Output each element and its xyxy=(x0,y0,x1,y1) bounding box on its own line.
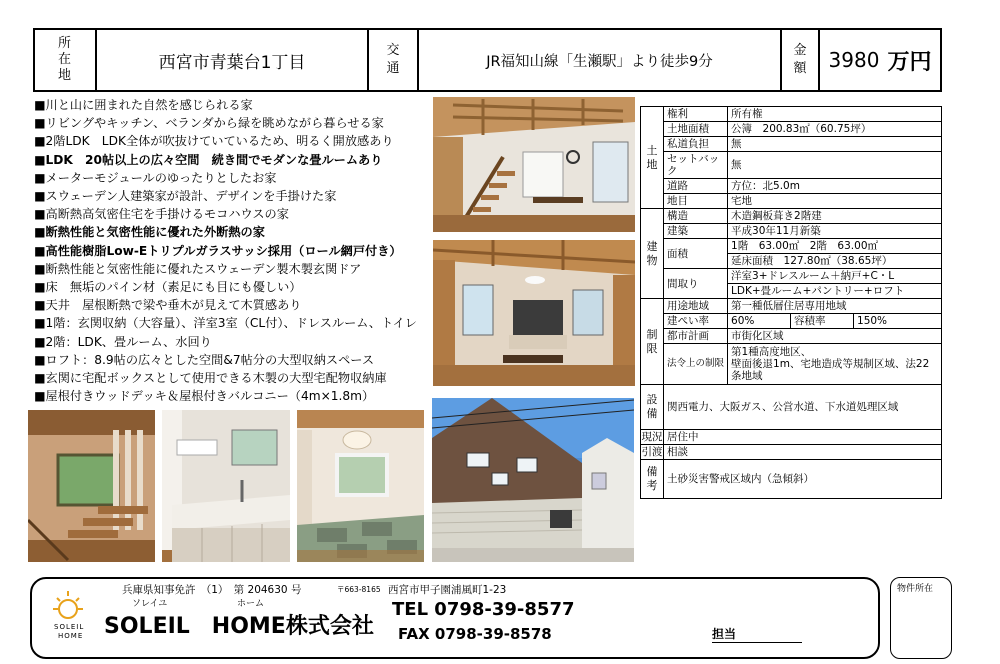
built-label: 建築 xyxy=(664,224,728,239)
road-label: 道路 xyxy=(664,179,728,194)
feature-item: ■天井 屋根断熱で梁や垂木が見えて木質感あり xyxy=(34,298,302,313)
feature-item: ■高性能樹脂Low-Eトリプルガラスサッシ採用（ロール網戸付き） xyxy=(34,243,402,258)
layout-label: 間取り xyxy=(664,269,728,299)
feature-item: ■断熱性能と気密性能に優れたスウェーデン製木製玄関ドア xyxy=(34,261,362,276)
facility-group: 設備 xyxy=(646,393,658,420)
company-logo xyxy=(38,585,98,647)
company-address: 西宮市甲子園浦風町1-23 xyxy=(388,584,507,596)
table-row xyxy=(641,137,942,152)
table-row xyxy=(641,269,942,284)
table-row xyxy=(641,385,942,430)
transport-value-cell xyxy=(417,28,782,92)
feature-item: ■玄関に宅配ボックスとして使用できる木製の大型宅配物収納庫 xyxy=(34,371,387,386)
feature-item: ■1階：玄関収納（大容量）、洋室3室（CL付）、ドレスルーム、トイレ xyxy=(34,316,417,331)
table-row xyxy=(641,239,942,254)
location-value-cell xyxy=(95,28,369,92)
staff-label: 担当 xyxy=(712,625,802,643)
restrict-group: 制限 xyxy=(646,327,658,355)
area-label: 土地面積 xyxy=(664,122,728,137)
table-row xyxy=(641,314,942,329)
photo-stairs xyxy=(28,410,155,562)
handover-label: 引渡 xyxy=(641,446,663,458)
building-group: 建物 xyxy=(646,239,658,267)
plan-value: 市街化区域 xyxy=(728,329,942,344)
feature-item: ■2階：LDK、畳ルーム、水回り xyxy=(34,334,212,349)
table-row xyxy=(641,107,942,122)
company-ruby-1: ソレイユ xyxy=(132,599,168,609)
license-text: 兵庫県知事免許 （1） 第 204630 号 xyxy=(122,584,302,596)
table-row xyxy=(641,224,942,239)
feature-item: ■リビングやキッチン、ベランダから緑を眺めながら暮らせる家 xyxy=(34,116,384,131)
price-label: 金額 xyxy=(793,43,807,76)
land-group: 土地 xyxy=(646,143,658,171)
feature-item: ■メーターモジュールのゆったりとしたお家 xyxy=(34,170,277,185)
landcat-value: 宅地 xyxy=(728,194,942,209)
photo-tatami-room xyxy=(297,410,424,562)
fax-number: FAX 0798-39-8578 xyxy=(398,625,552,643)
total-floor-value: 延床面積 127.80㎡（38.65坪） xyxy=(728,254,942,269)
transport-label-cell xyxy=(367,28,419,92)
far-label: 容積率 xyxy=(791,314,854,329)
zone-value: 第一種低層住居専用地域 xyxy=(728,299,942,314)
landcat-label: 地目 xyxy=(664,194,728,209)
land-group-cell xyxy=(641,107,664,209)
feature-item: ■ロフト：8.9帖の広々とした空間&7帖分の大型収納スペース xyxy=(34,352,375,367)
restrict-group-cell xyxy=(641,299,664,385)
transport-label: 交通 xyxy=(386,43,400,76)
table-row xyxy=(641,445,942,460)
structure-label: 構造 xyxy=(664,209,728,224)
coverage-label: 建ぺい率 xyxy=(664,314,728,329)
photo-interior-ldk xyxy=(433,240,635,386)
notes-group-cell xyxy=(641,460,664,499)
feature-item: ■スウェーデン人建築家が設計、デザインを手掛けた家 xyxy=(34,189,337,204)
price-label-cell xyxy=(780,28,820,92)
price-value-cell xyxy=(818,28,942,92)
facility-group-cell xyxy=(641,385,664,430)
table-row xyxy=(641,460,942,499)
feature-item: ■断熱性能と気密性能に優れた外断熱の家 xyxy=(34,225,265,240)
company-footer xyxy=(30,577,880,659)
feature-item: ■川と山に囲まれた自然を感じられる家 xyxy=(34,98,253,112)
ldk-photo-drawing xyxy=(433,240,635,386)
spec-table-wrapper xyxy=(640,106,942,499)
phone-number: TEL 0798-39-8577 xyxy=(392,599,575,620)
location-label: 所在地 xyxy=(58,36,73,83)
built-value: 平成30年11月新築 xyxy=(728,224,942,239)
building-group-cell xyxy=(641,209,664,299)
private-road-value: 無 xyxy=(728,137,942,152)
area-value: 公簿 200.83㎡（60.75坪） xyxy=(728,122,942,137)
notes-group: 備考 xyxy=(646,465,658,492)
tatami-photo-drawing xyxy=(297,410,424,562)
law-label: 法令上の制限 xyxy=(664,344,728,385)
notes-value: 土砂災害警戒区域内（急傾斜） xyxy=(664,460,942,499)
table-row xyxy=(641,344,942,385)
spec-table xyxy=(640,106,942,499)
plan-label: 都市計画 xyxy=(664,329,728,344)
setback-label: セットバック xyxy=(664,152,728,179)
stairs-photo-drawing xyxy=(28,410,155,562)
location-value: 西宮市青葉台1丁目 xyxy=(158,52,306,73)
table-row xyxy=(641,299,942,314)
private-road-label: 私道負担 xyxy=(664,137,728,152)
status-value: 居住中 xyxy=(664,430,942,445)
floor-label: 面積 xyxy=(664,239,728,269)
handover-value: 相談 xyxy=(664,445,942,460)
sun-logo-icon xyxy=(48,587,88,627)
postal-code: 〒663-8165 xyxy=(337,585,381,594)
status-label: 現況 xyxy=(641,431,663,443)
price-unit: 万円 xyxy=(887,49,932,75)
rights-label: 権利 xyxy=(664,107,728,122)
feature-item: ■高断熱高気密住宅を手掛けるモコハウスの家 xyxy=(34,207,289,222)
logo-text-soleil: SOLEIL xyxy=(54,623,85,631)
table-row xyxy=(641,329,942,344)
property-map-box xyxy=(890,577,952,659)
price-number: 3980 xyxy=(828,48,880,72)
rights-value: 所有権 xyxy=(728,107,942,122)
zone-label: 用途地域 xyxy=(664,299,728,314)
road-value: 方位：北5.0m xyxy=(728,179,942,194)
feature-item: ■2階LDK LDK全体が吹抜けていているため、明るく開放感あり xyxy=(34,134,394,149)
exterior-photo-drawing xyxy=(432,398,634,562)
feature-item: ■LDK 20帖以上の広々空間 続き間でモダンな畳ルームあり xyxy=(34,152,383,167)
floor-value: 1階 63.00㎡ 2階 63.00㎡ xyxy=(728,239,942,254)
map-label: 物件所在 xyxy=(897,584,934,594)
living-photo-drawing xyxy=(433,97,635,232)
company-ruby-2: ホーム xyxy=(237,599,265,609)
setback-value: 無 xyxy=(728,152,942,179)
table-row xyxy=(641,122,942,137)
facility-value: 関西電力、大阪ガス、公営水道、下水道処理区域 xyxy=(664,385,942,430)
feature-item: ■床 無垢のパイン材（素足にも目にも優しい） xyxy=(34,280,302,295)
table-row xyxy=(641,209,942,224)
kitchen-photo-drawing xyxy=(162,410,290,562)
logo-text-home: HOME xyxy=(58,632,84,640)
coverage-value: 60% xyxy=(728,314,791,329)
photo-interior-living xyxy=(433,97,635,232)
structure-value: 木造鋼板葺き2階建 xyxy=(728,209,942,224)
feature-item: ■屋根付きウッドデッキ＆屋根付きバルコニー（4m×1.8m） xyxy=(34,389,375,404)
table-row xyxy=(641,430,942,445)
photo-kitchen xyxy=(162,410,290,562)
feature-list xyxy=(34,96,430,405)
transport-value: JR福知山線「生瀬駅」より徒歩9分 xyxy=(486,53,713,70)
company-name: SOLEIL HOME株式会社 xyxy=(104,614,374,639)
law-value: 第1種高度地区、 壁面後退1m、宅地造成等規制区域、法22条地域 xyxy=(728,344,942,385)
layout-value-2: LDK+畳ルーム+パントリー+ロフト xyxy=(728,284,942,299)
table-row xyxy=(641,194,942,209)
layout-value-1: 洋室3+ドレスルーム＋納戸+C・L xyxy=(728,269,942,284)
location-label-cell xyxy=(33,28,97,92)
table-row xyxy=(641,179,942,194)
photo-exterior xyxy=(432,398,634,562)
table-row xyxy=(641,152,942,179)
far-value: 150% xyxy=(854,314,942,329)
